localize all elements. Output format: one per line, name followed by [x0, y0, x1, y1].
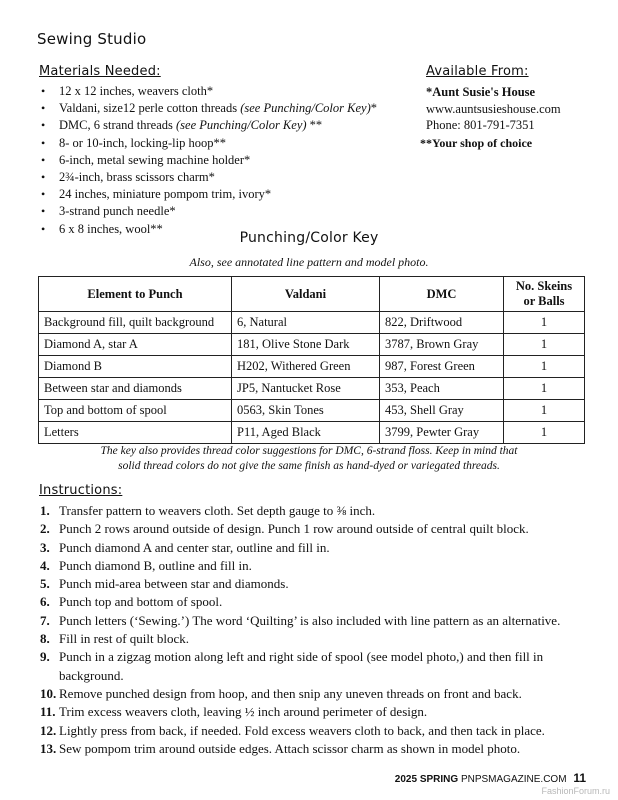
- column-header-skeins: No. Skeins or Balls: [504, 277, 585, 312]
- key-note: [0, 444, 618, 474]
- table-header-row: [39, 277, 585, 312]
- instruction-step: 8. Fill in rest of quilt block.: [40, 631, 189, 647]
- material-item: • 6-inch, metal sewing machine holder*: [37, 152, 377, 169]
- material-item: • 3-strand punch needle*: [37, 203, 377, 220]
- store-phone: Phone: 801-791-7351: [426, 118, 535, 132]
- material-item: • DMC, 6 strand threads (see Punching/Color Key) **: [37, 117, 377, 134]
- table-row: [39, 334, 585, 356]
- instruction-step: 1. Transfer pattern to weavers cloth. Set depth gauge to ⅜ inch.: [40, 503, 376, 518]
- table-row: [39, 378, 585, 400]
- cell-element: Top and bottom of spool: [39, 400, 232, 422]
- material-item: • 8- or 10-inch, locking-lip hoop**: [37, 135, 377, 152]
- cell-valdani: P11, Aged Black: [232, 422, 380, 444]
- cell-valdani: 0563, Skin Tones: [232, 400, 380, 422]
- key-subtitle: Also, see annotated line pattern and model photo.: [189, 255, 429, 269]
- cell-dmc: 822, Driftwood: [380, 312, 504, 334]
- color-key-table: [38, 276, 585, 444]
- materials-list: [37, 83, 377, 238]
- cell-valdani: JP5, Nantucket Rose: [232, 378, 380, 400]
- instruction-step: 10. Remove punched design from hoop, and then snip any uneven threads on front and back.: [40, 685, 522, 701]
- cell-skeins: 1: [504, 334, 585, 356]
- cell-dmc: 453, Shell Gray: [380, 400, 504, 422]
- footer-season: 2025 SPRING: [394, 774, 459, 785]
- cell-valdani: H202, Withered Green: [232, 356, 380, 378]
- instruction-step: 6. Punch top and bottom of spool.: [40, 594, 223, 610]
- key-note-line: solid thread colors do not give the same finish as hand-dyed or variegated threads.: [118, 460, 500, 472]
- store-note: **Your shop of choice: [420, 136, 533, 150]
- table-row: [39, 422, 585, 444]
- cell-element: Between star and diamonds: [39, 378, 232, 400]
- cell-element: Diamond B: [39, 356, 232, 378]
- instruction-step: 2. Punch 2 rows around outside of design. Punch 1 row around outside of central quilt block.: [40, 521, 529, 537]
- store-info: [426, 84, 561, 134]
- watermark: FashionForum.ru: [541, 786, 610, 796]
- table-row: [39, 312, 585, 334]
- instruction-step: 5. Punch mid-area between star and diamonds.: [40, 576, 289, 592]
- materials-heading: Materials Needed:: [39, 64, 161, 79]
- instruction-step: 9. Punch in a zigzag motion along left and right side of spool (see model photo,) and then fill in background.: [40, 649, 544, 683]
- table-row: [39, 356, 585, 378]
- cell-element: Letters: [39, 422, 232, 444]
- page-footer: [395, 771, 586, 785]
- cell-skeins: 1: [504, 356, 585, 378]
- cell-valdani: 181, Olive Stone Dark: [232, 334, 380, 356]
- material-item: • Valdani, size12 perle cotton threads (see Punching/Color Key)*: [37, 100, 377, 117]
- instruction-steps: [40, 502, 590, 758]
- column-header-dmc: DMC: [380, 277, 504, 312]
- material-item: • 12 x 12 inches, weavers cloth*: [37, 83, 377, 100]
- page-title: Sewing Studio: [37, 30, 147, 48]
- cell-dmc: 353, Peach: [380, 378, 504, 400]
- instruction-step: 7. Punch letters (‘Sewing.’) The word ‘Quilting’ is also included with line pattern as an alternative.: [40, 612, 561, 628]
- cell-dmc: 3799, Pewter Gray: [380, 422, 504, 444]
- footer-site: PNPSMAGAZINE.COM: [460, 774, 567, 785]
- key-heading: Punching/Color Key: [239, 230, 379, 246]
- table-row: [39, 400, 585, 422]
- page-number: 11: [573, 771, 586, 785]
- cell-valdani: 6, Natural: [232, 312, 380, 334]
- cell-skeins: 1: [504, 378, 585, 400]
- store-name: *Aunt Susie's House: [426, 85, 536, 99]
- cell-skeins: 1: [504, 312, 585, 334]
- column-header-valdani: Valdani: [232, 277, 380, 312]
- material-item: • 24 inches, miniature pompom trim, ivory*: [37, 186, 377, 203]
- instruction-step: 11. Trim excess weavers cloth, leaving ½ inch around perimeter of design.: [40, 704, 428, 720]
- cell-skeins: 1: [504, 422, 585, 444]
- instructions-heading: Instructions:: [39, 483, 123, 498]
- column-header-element: Element to Punch: [39, 277, 232, 312]
- cell-dmc: 3787, Brown Gray: [380, 334, 504, 356]
- store-website[interactable]: www.auntsusieshouse.com: [426, 101, 561, 116]
- material-item: • 6 x 8 inches, wool**: [37, 221, 377, 238]
- available-heading: Available From:: [426, 64, 529, 79]
- instruction-step: 3. Punch diamond A and center star, outline and fill in.: [40, 539, 330, 555]
- cell-element: Diamond A, star A: [39, 334, 232, 356]
- material-item: • 2¾-inch, brass scissors charm*: [37, 169, 377, 186]
- instruction-step: 4. Punch diamond B, outline and fill in.: [40, 557, 252, 573]
- key-note-line: The key also provides thread color suggestions for DMC, 6-strand floss. Keep in mind that: [100, 445, 518, 457]
- instruction-step: 12. Lightly press from back, if needed. Fold excess weavers cloth to back, and then tack in place.: [40, 722, 545, 738]
- cell-element: Background fill, quilt background: [39, 312, 232, 334]
- instruction-step: 13. Sew pompom trim around outside edges. Attach scissor charm as shown in model photo.: [40, 740, 521, 756]
- cell-dmc: 987, Forest Green: [380, 356, 504, 378]
- cell-skeins: 1: [504, 400, 585, 422]
